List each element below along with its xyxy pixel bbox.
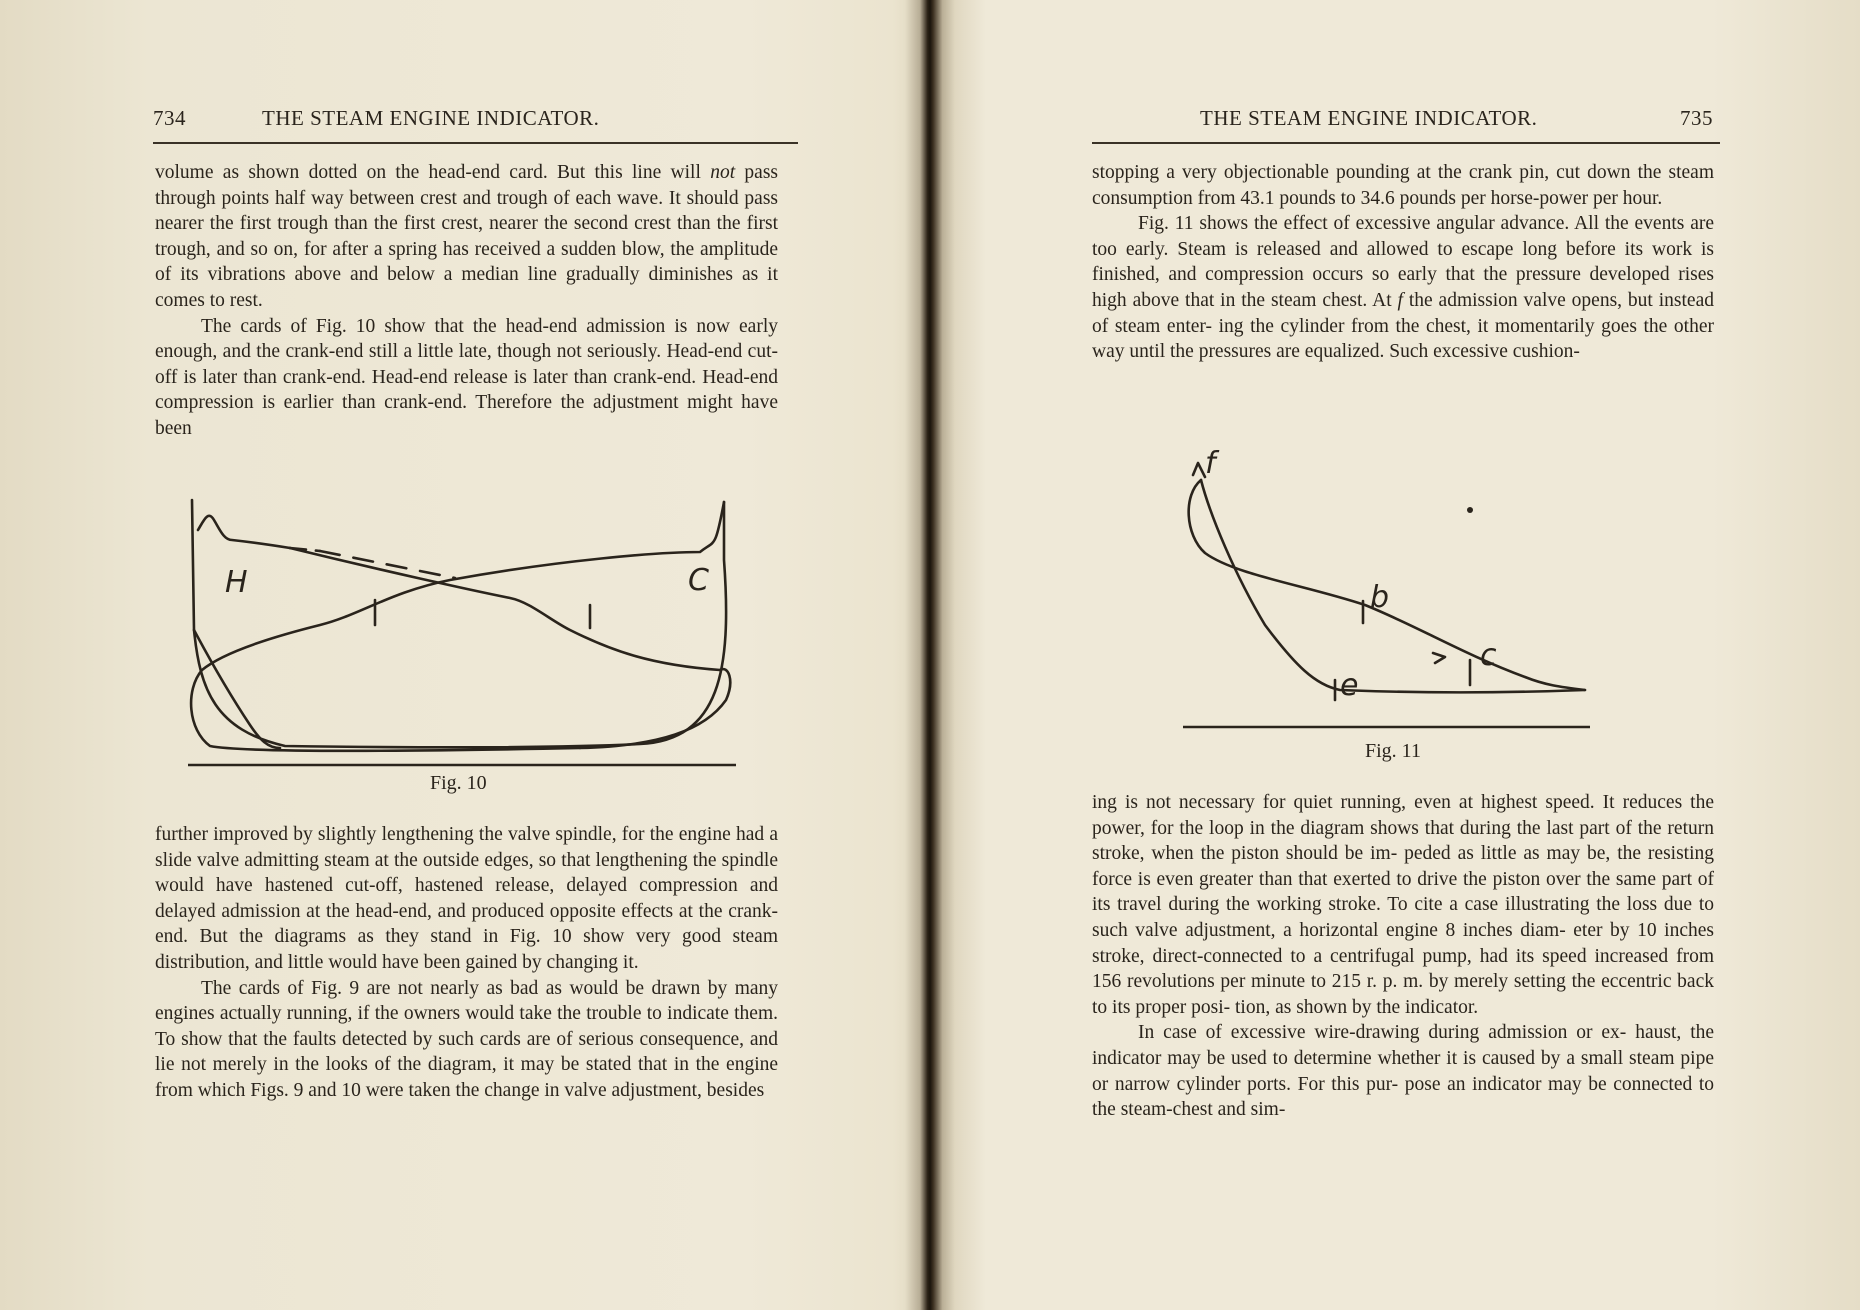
text-line: tion, as shown by the indicator. xyxy=(1234,996,1479,1018)
right-running-head xyxy=(955,106,1860,136)
paragraph xyxy=(155,976,778,1104)
text-line: long before its work is finished, and compression occurs so early xyxy=(1092,238,1715,286)
fig-11-label-c: c xyxy=(1480,638,1497,673)
text-line: engine had a slide valve admitting steam at the outside edges, so xyxy=(155,824,778,871)
left-page xyxy=(0,0,905,1310)
left-text-bottom xyxy=(155,822,778,1104)
italic-text: not xyxy=(710,162,736,183)
fig-10-caption: Fig. 10 xyxy=(430,772,487,794)
fig-11-label-b: b xyxy=(1370,580,1390,615)
text-line: vibrations above and below a median line gradually diminishes xyxy=(207,264,733,286)
right-page-number: 735 xyxy=(1680,106,1713,130)
paragraph xyxy=(155,314,778,442)
fig-10-diagram xyxy=(180,490,750,775)
right-running-title: THE STEAM ENGINE INDICATOR. xyxy=(1200,106,1538,130)
italic-text: f xyxy=(1397,289,1403,311)
fig-11-label-e: e xyxy=(1340,668,1359,703)
text-segment: the admission valve opens, but instead of steam enter- xyxy=(1092,289,1714,337)
text-line: further improved by slightly lengthening the valve spindle, for the xyxy=(155,824,674,845)
text-line: ing is not necessary for quiet running, even at highest speed. It xyxy=(1092,792,1615,813)
right-page xyxy=(955,0,1860,1310)
text-line: In case of excessive wire-drawing during admission or ex- xyxy=(1138,1022,1627,1044)
text-line: volume as shown dotted on the head-end card. But this line xyxy=(155,162,662,183)
paragraph xyxy=(1092,790,1714,1020)
text-line: cards are of serious consequence, and lie not merely in the looks xyxy=(155,1028,779,1076)
paragraph xyxy=(1092,160,1714,211)
text-line: eter by 10 inches stroke, direct-connected to a centrifugal pump, xyxy=(1092,919,1715,967)
right-head-rule xyxy=(1092,142,1720,144)
left-head-rule xyxy=(153,142,798,144)
text-line: Figs. 9 and 10 were taken the change in valve adjustment, besides xyxy=(250,1079,765,1101)
text-line: The cards of Fig. 10 show that the head-end admission is now xyxy=(201,315,730,337)
fig-10-label-c: C xyxy=(688,563,709,598)
left-running-title: THE STEAM ENGINE INDICATOR. xyxy=(262,106,600,130)
fig-10-head-end-card xyxy=(192,500,726,748)
text-line: little would have been gained by changing it. xyxy=(287,951,639,973)
right-text-bottom xyxy=(1092,790,1714,1123)
text-segment: will xyxy=(670,162,711,183)
left-running-head xyxy=(0,106,905,136)
text-line: as they stand in Fig. 10 show very good steam distribution, and xyxy=(155,926,778,973)
fig-11-label-f: f xyxy=(1205,446,1216,481)
text-line: and produced opposite effects at the crank-end. But the diagrams xyxy=(155,900,779,948)
text-line: by many engines actually running, if the owners would take the xyxy=(155,977,779,1025)
fig-11-indicator-loop xyxy=(1189,463,1585,692)
fig-10-crank-end-card xyxy=(191,502,730,751)
paragraph xyxy=(155,160,778,314)
text-segment: chest. At xyxy=(1322,289,1398,311)
left-page-number: 734 xyxy=(153,106,186,130)
left-text-top xyxy=(155,160,778,442)
text-line: per horse-power per hour. xyxy=(1460,187,1663,209)
right-text-top xyxy=(1092,160,1714,365)
text-line: early enough, and the crank-end still a little late, though not xyxy=(155,315,778,363)
text-line: haust, the indicator may be used to determine whether it is caused xyxy=(1092,1022,1715,1069)
text-line: after a spring has received a sudden blow, the amplitude of its xyxy=(155,238,778,286)
text-line: ing the cylinder from the chest, it momentarily goes the other xyxy=(1218,315,1714,337)
text-line: release is later than crank-end. Head-end compression is earlier xyxy=(155,366,778,414)
paragraph xyxy=(1092,1020,1714,1122)
text-line: reduces the power, for the loop in the diagram shows that during xyxy=(1092,792,1715,839)
text-line: r. p. m. by merely setting the eccentric back to its proper posi- xyxy=(1092,971,1714,1018)
text-line: had its speed increased from 156 revolutions per minute to 215 xyxy=(1092,945,1714,993)
text-line: by a small steam pipe or narrow cylinder ports. For this pur- xyxy=(1092,1047,1715,1095)
text-line: crest, nearer the second crest than the first trough, and so on, for xyxy=(155,213,779,260)
text-line: release, delayed compression and delayed admission at the head-end, xyxy=(155,875,778,922)
text-line: each wave. It should pass nearer the first trough than the first xyxy=(155,187,779,235)
fig-10-label-h: H xyxy=(225,565,248,600)
paragraph xyxy=(1092,211,1714,365)
text-line: as it comes to rest. xyxy=(155,264,778,311)
text-line: peded as little as may be, the resisting force is even greater than xyxy=(1092,843,1714,890)
text-line: stopping a very objectionable pounding at the crank pin, cut xyxy=(1092,162,1581,183)
text-line: during the working stroke. To cite a case illustrating the loss xyxy=(1168,894,1658,916)
text-line: Fig. 11 shows the effect of excessive angular advance. All xyxy=(1138,213,1599,235)
text-line: down the steam consumption from 43.1 pounds to 34.6 pounds xyxy=(1092,162,1715,209)
text-line: The cards of Fig. 9 are not nearly as bad as would be drawn xyxy=(201,977,701,999)
text-line: pose an indicator may be connected to the steam-chest and sim- xyxy=(1092,1073,1715,1121)
text-line: the events are too early. Steam is released and allowed to escape xyxy=(1092,213,1714,260)
text-line: that exerted to drive the piston over the same part of its travel xyxy=(1092,868,1715,916)
text-line: way until the pressures are equalized. Such excessive cushion- xyxy=(1092,341,1580,363)
text-segment: pass through points half way between crest and trough of xyxy=(155,162,778,209)
text-line: than crank-end. Therefore the adjustment might have been xyxy=(155,392,778,439)
text-line: that the pressure developed rises high above that in the steam xyxy=(1092,264,1715,311)
fig-11-diagram xyxy=(1165,435,1605,740)
text-line: the last part of the return stroke, when the piston should be im- xyxy=(1092,817,1714,865)
text-line: trouble to indicate them. To show that the faults detected by such xyxy=(155,1003,778,1050)
text-line: seriously. Head-end cut-off is later than crank-end. Head-end xyxy=(155,341,778,388)
paragraph xyxy=(155,822,778,976)
fig-11-dot xyxy=(1467,507,1473,513)
text-line: of the diagram, it may be stated that in the engine from which xyxy=(155,1054,779,1101)
text-line: that lengthening the spindle would have hastened cut-off, hastened xyxy=(155,849,778,897)
fig-11-caption: Fig. 11 xyxy=(1365,740,1421,762)
book-gutter xyxy=(905,0,955,1310)
text-line: due to such valve adjustment, a horizontal engine 8 inches diam- xyxy=(1092,894,1715,941)
